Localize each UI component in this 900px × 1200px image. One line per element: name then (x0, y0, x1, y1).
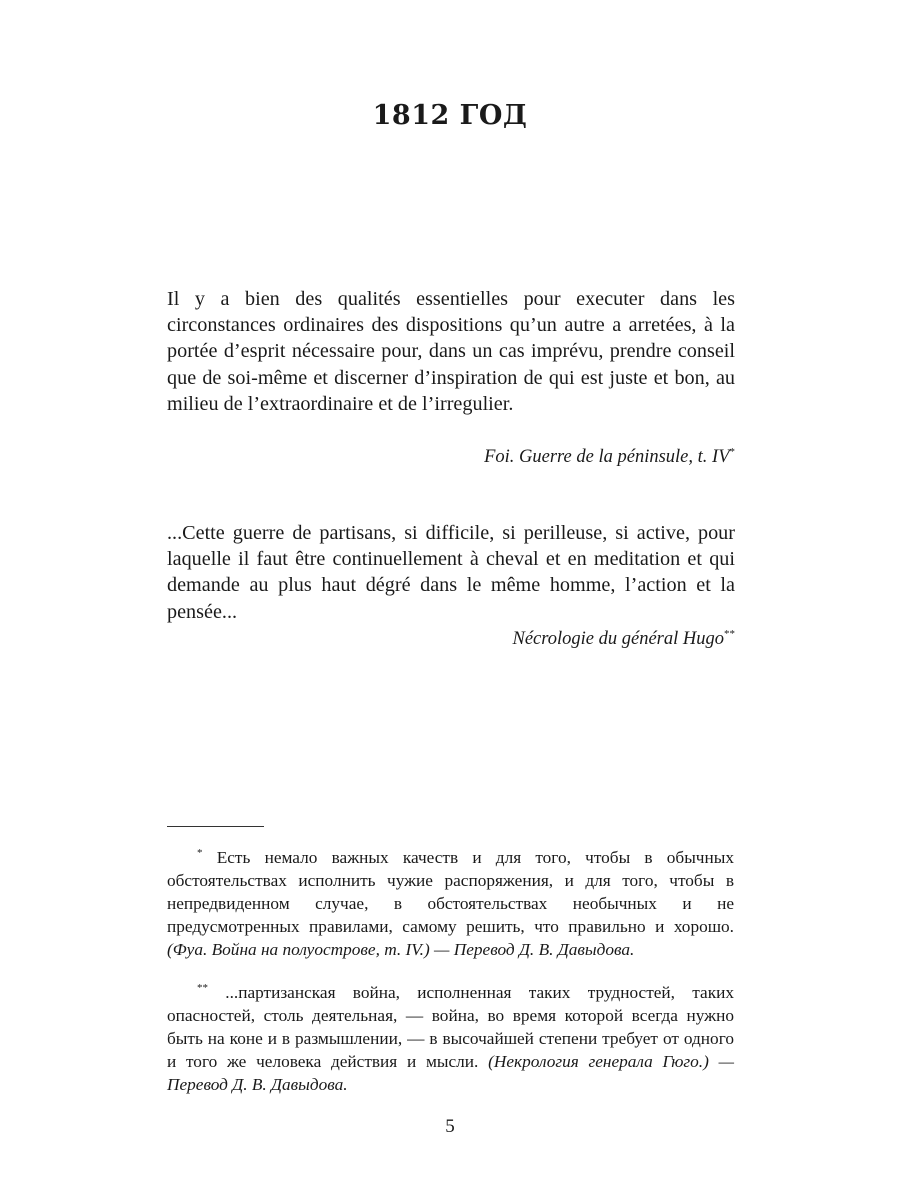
epigraph-1-attribution: Foi. Guerre de la péninsule, t. IV* (484, 446, 735, 467)
footnote-1-text: Есть немало важных качеств и для того, чтобы в обычных обстоятельствах исполнить чужие распоряжения, и для того, чтобы в непредвиденном случае, в обстоятельствах необычных и не предусмотренных правилами, самому решить, что правильно и хорошо. (167, 848, 734, 937)
footnote-ref-1[interactable]: * (729, 446, 735, 458)
epigraph-1-text: Il y a bien des qualités essentielles pour executer dans les circonstances ordinaires des dispositions qu’un autre a arretées, à la portée d’esprit nécessaire pour, dans un cas imprévu, prendre conseil que de soi-même et discerner d’inspiration de qui est juste et bon, au milieu de l’extraordinaire et de l’irregulier. (167, 288, 735, 415)
footnote-2 (167, 977, 734, 1096)
footnote-ref-2[interactable]: ** (724, 628, 735, 640)
footnote-2-text: ...партизанская война, исполненная таких трудностей, таких опасностей, столь деятельная, — война, во время которой всегда нужно быть на коне и в размышлении, — в высочайшей степени требует от одного и того же человека действия и мысли. (167, 983, 734, 1072)
footnote-2-mark: ** (197, 982, 208, 994)
footnote-1-source: (Фуа. Война на полуострове, т. IV.) — Перевод Д. В. Давыдова. (167, 940, 635, 960)
chapter-title: 1812 ГОД (372, 100, 528, 131)
epigraph-2-text: ...Cette guerre de partisans, si difficile, si perilleuse, si active, pour laquelle il faut être continuellement à cheval et en meditation et qui demande au plus haut dégré dans le même homme, l’action et la pensée... (167, 522, 735, 623)
footnote-1-mark: * (197, 847, 203, 859)
epigraph-2-attribution: Nécrologie du général Hugo** (512, 628, 735, 649)
footnote-1 (167, 842, 734, 961)
footnote-divider (167, 826, 264, 827)
footnote-2-source: (Некрология генерала Гюго.) — Перевод Д. В. Давыдова. (167, 1052, 734, 1095)
page-number: 5 (445, 1116, 455, 1137)
